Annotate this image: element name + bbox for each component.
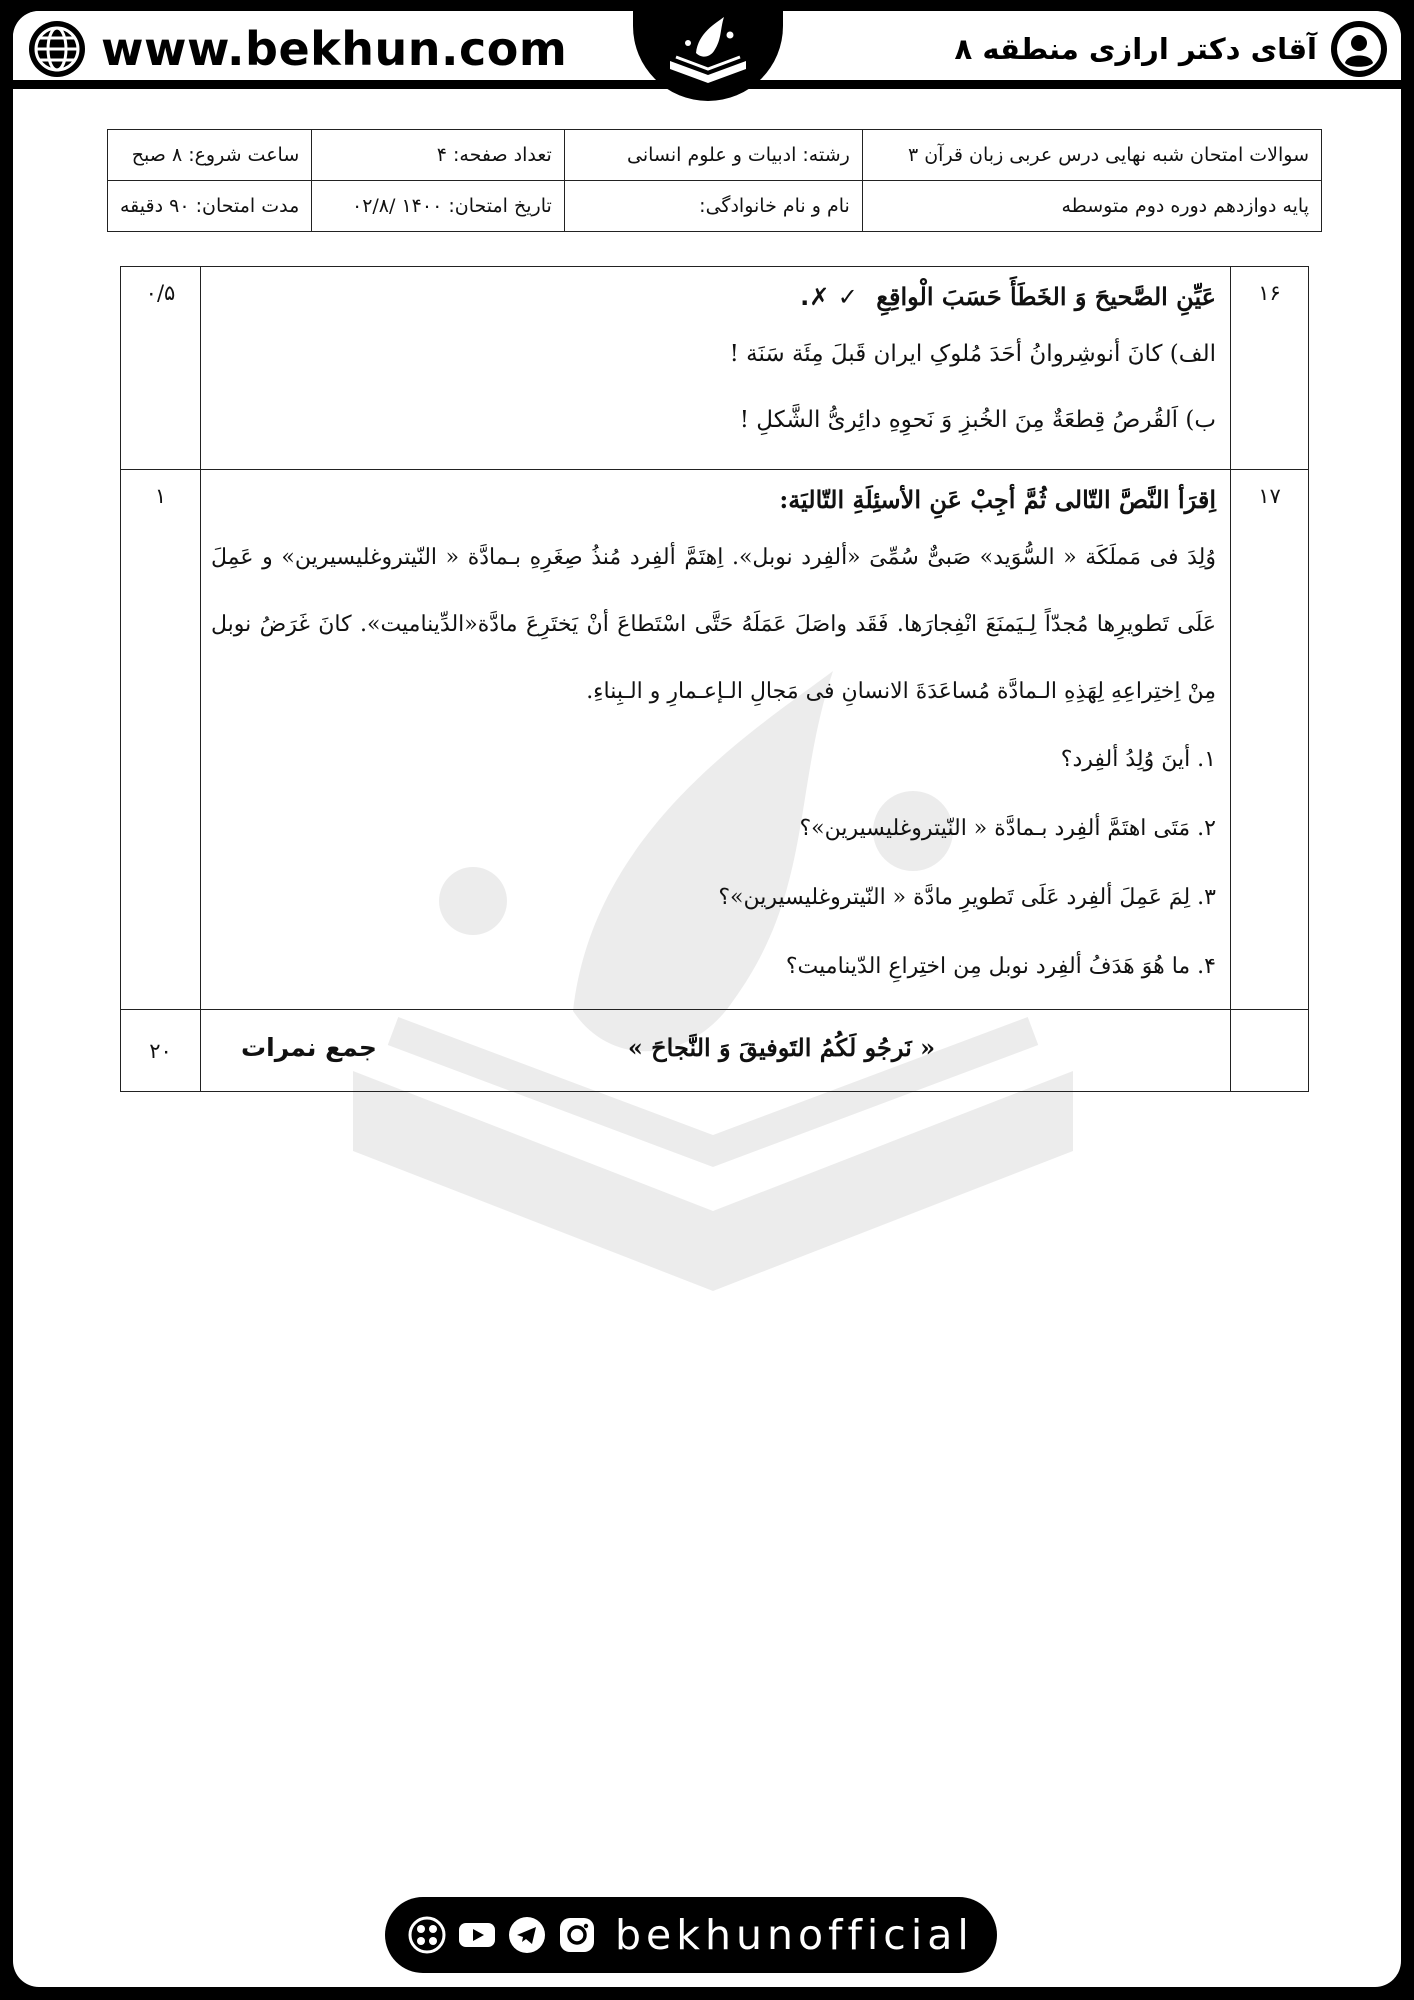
question-item: الف) کانَ أنوشِروانُ أحَدَ مُلوکِ ایران قَبلَ مِئَة سَنَة ! [729, 341, 1216, 367]
social-handle[interactable]: bekhunofficial [615, 1911, 974, 1959]
question-item: ب) اَلقُرصُ قِطعَةٌ مِنَ الخُبزِ وَ نَحوِهِ دائِریُّ الشَّکلِ ! [739, 407, 1216, 433]
reading-passage: وُلِدَ فی مَملَکَة « السُّوَید» صَبیٌّ سُمِّیَ «ألفِرد نوبل». اِهتَمَّ ألفِرد مُنذُ صِغَرِهِ بـمادَّة « النّیتروغلیسیرین» و عَمِلَ عَلَی تَطویرِها مُجدّاً لِـیَمنَعَ انْفِجارَها. فَقَد واصَلَ عَمَلَهُ حَتَّی اسْتَطاعَ أنْ یَختَرِعَ مادَّة«الدِّینامیت». کانَ غَرَضُ نوبل مِنْ اِختِراعِهِ لِهَذِهِ الـمادَّة مُساعَدَةَ الانسانِ فی مَجالِ الـإعـمارِ و الـبِناءِ. [211, 545, 1216, 704]
questions-table [120, 266, 1309, 1092]
exam-info-table [107, 129, 1322, 232]
question-score: ۱ [121, 470, 201, 1010]
exam-pages: تعداد صفحه: ۴ [312, 130, 565, 181]
youtube-icon[interactable] [457, 1915, 497, 1955]
teacher-name: آقای دکتر ارازی منطقه ۸ [954, 32, 1317, 66]
instagram-icon[interactable] [557, 1915, 597, 1955]
teacher-badge [955, 19, 1389, 79]
question-body [201, 267, 1231, 470]
total-label: جمع نمرات [241, 1033, 377, 1062]
question-prompt [211, 273, 1216, 321]
website-text: www.bekhun.com [101, 22, 568, 76]
question-body [201, 470, 1231, 1010]
question-prompt: اِقرَأ النَّصَّ التّالی ثُمَّ أجِبْ عَنِ الأسئِلَةِ التّالیَة: [779, 485, 1216, 514]
exam-start-time: ساعت شروع: ۸ صبح [108, 130, 312, 181]
exam-grade: پایه دوازدهم دوره دوم متوسطه [862, 181, 1321, 232]
globe-icon [27, 19, 87, 79]
sub-question: ۴. ما هُوَ هَدَفُ ألفِرد نوبل مِن اختِراعِ الدّینامیت؟ [785, 954, 1216, 979]
exam-date: تاریخ امتحان: ۱۴۰۰ /۰۲/۸ [312, 181, 565, 232]
question-number: ۱۶ [1231, 267, 1309, 470]
exam-title: سوالات امتحان شبه نهایی درس عربی زبان قرآن ۳ [862, 130, 1321, 181]
aparat-icon[interactable] [407, 1915, 447, 1955]
closing-wish: « نَرجُو لَکُمُ التَوفیقَ وَ النَّجاحَ » [627, 1033, 936, 1062]
social-footer [385, 1897, 997, 1973]
question-score: ۰/۵ [121, 267, 201, 470]
sub-question: ۳. لِمَ عَمِلَ ألفِرد عَلَی تَطویرِ مادَّة « النّیتروغلیسیرین»؟ [718, 885, 1216, 910]
telegram-icon[interactable] [507, 1915, 547, 1955]
website-link[interactable] [27, 19, 567, 79]
sub-question: ۲. مَتَی اهتَمَّ ألفِرد بـمادَّة « النّیتروغلیسیرین»؟ [799, 816, 1216, 841]
student-name-field[interactable]: نام و نام خانوادگی: [564, 181, 862, 232]
exam-field: رشته: ادبیات و علوم انسانی [564, 130, 862, 181]
question-number: ۱۷ [1231, 470, 1309, 1010]
total-body [201, 1010, 1231, 1092]
user-avatar-icon [1329, 19, 1389, 79]
exam-duration: مدت امتحان: ۹۰ دقیقه [108, 181, 312, 232]
prompt-text: عَیِّنِ الصَّحیحَ وَ الخَطَأَ حَسَبَ الْواقِعِ [876, 282, 1216, 311]
total-number-cell [1231, 1010, 1309, 1092]
total-score: ۲۰ [121, 1010, 201, 1092]
question-row [121, 470, 1309, 1010]
exam-sheet [13, 11, 1401, 1987]
total-row [121, 1010, 1309, 1092]
top-bar [13, 11, 1401, 89]
check-cross-marks: ✓ ✗. [800, 283, 858, 311]
question-row [121, 267, 1309, 470]
book-logo-icon [658, 13, 758, 93]
sub-question: ۱. أینَ وُلِدُ ألفِرد؟ [1060, 747, 1216, 772]
brand-logo [633, 11, 783, 101]
